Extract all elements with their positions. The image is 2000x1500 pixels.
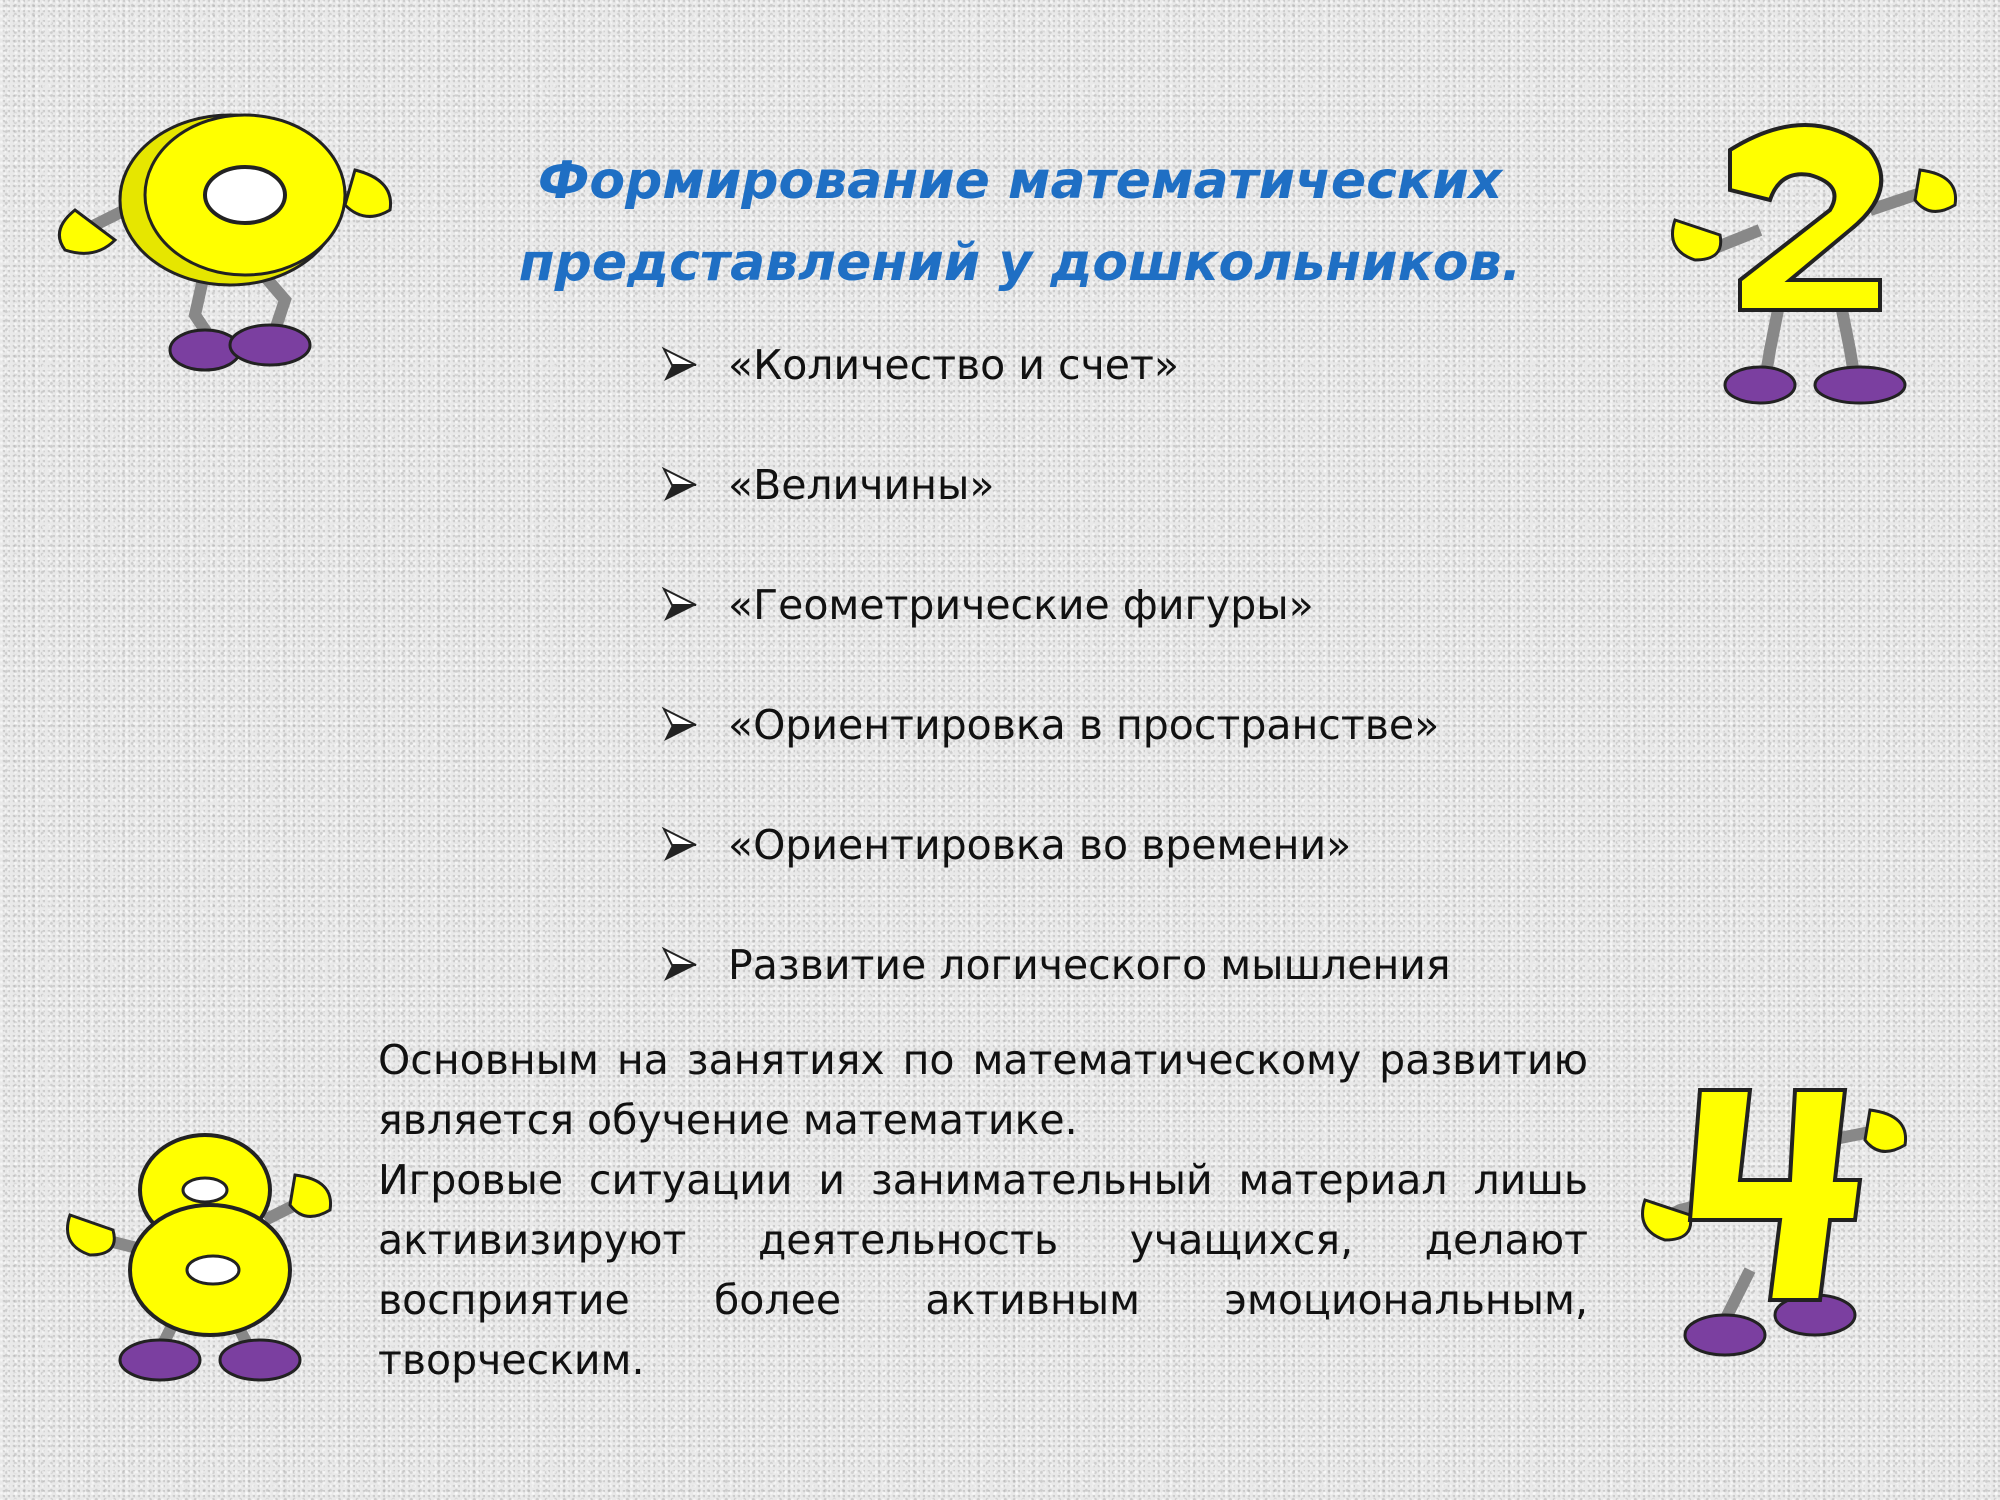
arrow-bullet-icon xyxy=(660,705,700,745)
list-item xyxy=(660,905,1451,1025)
arrow-bullet-icon xyxy=(660,585,700,625)
digit-eight-character-icon xyxy=(65,1120,335,1390)
topic-text: «Количество и счет» xyxy=(728,341,1179,389)
list-item xyxy=(660,665,1451,785)
topic-text: «Геометрические фигуры» xyxy=(728,581,1314,629)
paragraph-1: Основным на занятиях по математическому развитию является обучение математике. xyxy=(378,1036,1588,1144)
slide-title xyxy=(430,140,1610,304)
paragraph-2: Игровые ситуации и занимательный материал лишь активизируют деятельность учащихся, делают восприятие более активным эмоциональным, творческим. xyxy=(378,1156,1588,1384)
arrow-bullet-icon xyxy=(660,945,700,985)
topic-text: «Величины» xyxy=(728,461,995,509)
digit-four-character-icon xyxy=(1640,1070,1920,1360)
topic-text: «Ориентировка во времени» xyxy=(728,821,1352,869)
topic-list xyxy=(660,305,1451,1025)
digit-two-character-icon xyxy=(1670,110,1970,410)
list-item xyxy=(660,545,1451,665)
list-item xyxy=(660,785,1451,905)
arrow-bullet-icon xyxy=(660,825,700,865)
arrow-bullet-icon xyxy=(660,465,700,505)
title-line-1: Формирование математических xyxy=(537,151,1503,211)
list-item xyxy=(660,305,1451,425)
body-text xyxy=(378,1030,1588,1390)
list-item xyxy=(660,425,1451,545)
topic-text: «Ориентировка в пространстве» xyxy=(728,701,1440,749)
arrow-bullet-icon xyxy=(660,345,700,385)
title-line-2: представлений у дошкольников. xyxy=(518,233,1522,293)
digit-zero-character-icon xyxy=(45,100,405,380)
topic-text: Развитие логического мышления xyxy=(728,941,1451,989)
